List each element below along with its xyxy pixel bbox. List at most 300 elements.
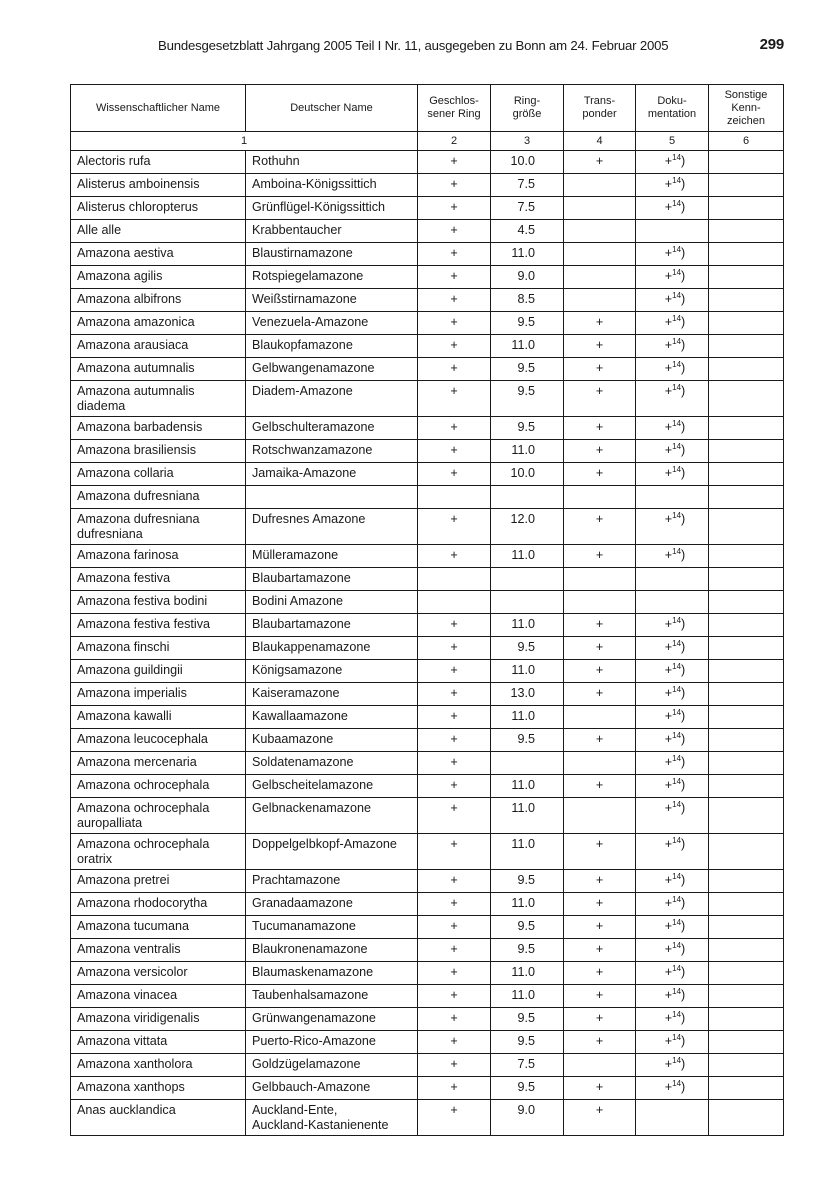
ring-size-cell: 10.0 bbox=[491, 151, 564, 174]
closed-ring-cell: + bbox=[418, 939, 491, 962]
other-marks-cell bbox=[709, 312, 784, 335]
german-name-cell: Grünflügel-Königssittich bbox=[246, 197, 418, 220]
table-row bbox=[71, 916, 784, 939]
ring-size-cell: 11.0 bbox=[491, 335, 564, 358]
ring-size-cell: 11.0 bbox=[491, 243, 564, 266]
closed-ring-cell: + bbox=[418, 916, 491, 939]
ring-size-cell bbox=[491, 486, 564, 509]
col-header-documentation: Doku- mentation bbox=[636, 85, 709, 132]
table-row bbox=[71, 358, 784, 381]
column-number: 1 bbox=[71, 132, 418, 151]
transponder-cell: + bbox=[564, 916, 636, 939]
transponder-cell bbox=[564, 568, 636, 591]
german-name-cell: Blaukronenamazone bbox=[246, 939, 418, 962]
footnote-ref: 14 bbox=[672, 267, 682, 277]
scientific-name-cell: Amazona autumnalis bbox=[71, 358, 246, 381]
ring-size-cell: 11.0 bbox=[491, 706, 564, 729]
scientific-name-cell: Amazona ventralis bbox=[71, 939, 246, 962]
footnote-ref: 14 bbox=[672, 418, 682, 428]
transponder-cell: + bbox=[564, 939, 636, 962]
documentation-cell: +$^{14}$) bbox=[636, 893, 709, 916]
scientific-name-cell: Amazona festiva bodini bbox=[71, 591, 246, 614]
scientific-name-cell: Amazona finschi bbox=[71, 637, 246, 660]
footnote-ref: 14 bbox=[672, 244, 682, 254]
footnote-ref: 14 bbox=[672, 730, 682, 740]
german-name-cell: Blaustirnamazone bbox=[246, 243, 418, 266]
other-marks-cell bbox=[709, 591, 784, 614]
table-row bbox=[71, 312, 784, 335]
table-row bbox=[71, 266, 784, 289]
closed-ring-cell: + bbox=[418, 1008, 491, 1031]
german-name-cell: Dufresnes Amazone bbox=[246, 509, 418, 545]
table-row bbox=[71, 417, 784, 440]
scientific-name-cell: Amazona pretrei bbox=[71, 870, 246, 893]
documentation-cell: +$^{14}$) bbox=[636, 440, 709, 463]
closed-ring-cell: + bbox=[418, 893, 491, 916]
other-marks-cell bbox=[709, 1077, 784, 1100]
footnote-ref: 14 bbox=[672, 313, 682, 323]
footnote-ref: 14 bbox=[672, 638, 682, 648]
col-header-other-marks: Sonstige Kenn- zeichen bbox=[709, 85, 784, 132]
closed-ring-cell: + bbox=[418, 335, 491, 358]
other-marks-cell bbox=[709, 417, 784, 440]
transponder-cell: + bbox=[564, 312, 636, 335]
documentation-cell: +$^{14}$) bbox=[636, 637, 709, 660]
footnote-ref: 14 bbox=[672, 917, 682, 927]
ring-size-cell: 9.0 bbox=[491, 1100, 564, 1136]
closed-ring-cell: + bbox=[418, 509, 491, 545]
footnote-ref: 14 bbox=[672, 546, 682, 556]
table-row bbox=[71, 1054, 784, 1077]
footnote-ref: 14 bbox=[672, 835, 682, 845]
scientific-name-cell: Amazona leucocephala bbox=[71, 729, 246, 752]
german-name-cell: Kawallaamazone bbox=[246, 706, 418, 729]
species-table bbox=[70, 84, 784, 1136]
ring-size-cell: 9.5 bbox=[491, 1008, 564, 1031]
german-name-cell: Blaukappenamazone bbox=[246, 637, 418, 660]
ring-size-cell: 9.5 bbox=[491, 939, 564, 962]
german-name-cell: Gelbwangenamazone bbox=[246, 358, 418, 381]
german-name-cell: Auckland-Ente, Auckland-Kastanienente bbox=[246, 1100, 418, 1136]
documentation-cell: +$^{14}$) bbox=[636, 985, 709, 1008]
footnote-ref: 14 bbox=[672, 510, 682, 520]
scientific-name-cell: Amazona dufresniana dufresniana bbox=[71, 509, 246, 545]
transponder-cell: + bbox=[564, 1100, 636, 1136]
german-name-cell: Granadaamazone bbox=[246, 893, 418, 916]
transponder-cell: + bbox=[564, 463, 636, 486]
footnote-ref: 14 bbox=[672, 290, 682, 300]
transponder-cell: + bbox=[564, 1077, 636, 1100]
header-row bbox=[71, 85, 784, 132]
transponder-cell: + bbox=[564, 834, 636, 870]
transponder-cell: + bbox=[564, 417, 636, 440]
closed-ring-cell: + bbox=[418, 798, 491, 834]
transponder-cell: + bbox=[564, 660, 636, 683]
german-name-cell: Gelbschulteramazone bbox=[246, 417, 418, 440]
scientific-name-cell: Alisterus chloropterus bbox=[71, 197, 246, 220]
footnote-ref: 14 bbox=[672, 336, 682, 346]
table-row bbox=[71, 798, 784, 834]
scientific-name-cell: Amazona xantholora bbox=[71, 1054, 246, 1077]
documentation-cell: +$^{14}$) bbox=[636, 1008, 709, 1031]
documentation-cell: +$^{14}$) bbox=[636, 312, 709, 335]
german-name-cell: Blaumaskenamazone bbox=[246, 962, 418, 985]
scientific-name-cell: Alle alle bbox=[71, 220, 246, 243]
table-row bbox=[71, 440, 784, 463]
german-name-cell: Taubenhalsamazone bbox=[246, 985, 418, 1008]
ring-size-cell: 9.5 bbox=[491, 637, 564, 660]
ring-size-cell: 11.0 bbox=[491, 985, 564, 1008]
footnote-ref: 14 bbox=[672, 753, 682, 763]
footnote-ref: 14 bbox=[672, 963, 682, 973]
other-marks-cell bbox=[709, 752, 784, 775]
table-row bbox=[71, 151, 784, 174]
closed-ring-cell: + bbox=[418, 729, 491, 752]
ring-size-cell: 7.5 bbox=[491, 197, 564, 220]
german-name-cell: Gelbbauch-Amazone bbox=[246, 1077, 418, 1100]
documentation-cell: +$^{14}$) bbox=[636, 289, 709, 312]
scientific-name-cell: Amazona barbadensis bbox=[71, 417, 246, 440]
transponder-cell: + bbox=[564, 870, 636, 893]
ring-size-cell: 10.0 bbox=[491, 463, 564, 486]
ring-size-cell: 11.0 bbox=[491, 962, 564, 985]
footnote-ref: 14 bbox=[672, 175, 682, 185]
closed-ring-cell: + bbox=[418, 440, 491, 463]
closed-ring-cell: + bbox=[418, 545, 491, 568]
scientific-name-cell: Alectoris rufa bbox=[71, 151, 246, 174]
other-marks-cell bbox=[709, 151, 784, 174]
documentation-cell: +$^{14}$) bbox=[636, 939, 709, 962]
german-name-cell: Gelbnackenamazone bbox=[246, 798, 418, 834]
transponder-cell: + bbox=[564, 683, 636, 706]
german-name-cell: Prachtamazone bbox=[246, 870, 418, 893]
column-number: 2 bbox=[418, 132, 491, 151]
ring-size-cell: 4.5 bbox=[491, 220, 564, 243]
scientific-name-cell: Anas aucklandica bbox=[71, 1100, 246, 1136]
other-marks-cell bbox=[709, 729, 784, 752]
footnote-ref: 14 bbox=[672, 940, 682, 950]
table-row bbox=[71, 335, 784, 358]
transponder-cell: + bbox=[564, 335, 636, 358]
documentation-cell bbox=[636, 1100, 709, 1136]
ring-size-cell: 11.0 bbox=[491, 834, 564, 870]
column-number: 5 bbox=[636, 132, 709, 151]
other-marks-cell bbox=[709, 335, 784, 358]
table-row bbox=[71, 683, 784, 706]
documentation-cell: +$^{14}$) bbox=[636, 775, 709, 798]
other-marks-cell bbox=[709, 220, 784, 243]
table-row bbox=[71, 870, 784, 893]
other-marks-cell bbox=[709, 568, 784, 591]
scientific-name-cell: Amazona viridigenalis bbox=[71, 1008, 246, 1031]
table-row bbox=[71, 752, 784, 775]
ring-size-cell: 9.5 bbox=[491, 916, 564, 939]
transponder-cell: + bbox=[564, 962, 636, 985]
column-number: 3 bbox=[491, 132, 564, 151]
other-marks-cell bbox=[709, 1054, 784, 1077]
german-name-cell: Soldatenamazone bbox=[246, 752, 418, 775]
transponder-cell: + bbox=[564, 893, 636, 916]
documentation-cell: +$^{14}$) bbox=[636, 1077, 709, 1100]
other-marks-cell bbox=[709, 683, 784, 706]
footnote-ref: 14 bbox=[672, 359, 682, 369]
scientific-name-cell: Amazona xanthops bbox=[71, 1077, 246, 1100]
table-row bbox=[71, 1008, 784, 1031]
column-number: 4 bbox=[564, 132, 636, 151]
transponder-cell: + bbox=[564, 545, 636, 568]
table-row bbox=[71, 834, 784, 870]
transponder-cell: + bbox=[564, 1008, 636, 1031]
closed-ring-cell: + bbox=[418, 962, 491, 985]
closed-ring-cell: + bbox=[418, 637, 491, 660]
documentation-cell bbox=[636, 591, 709, 614]
scientific-name-cell: Amazona farinosa bbox=[71, 545, 246, 568]
other-marks-cell bbox=[709, 962, 784, 985]
german-name-cell: Rothuhn bbox=[246, 151, 418, 174]
documentation-cell bbox=[636, 568, 709, 591]
table-row bbox=[71, 962, 784, 985]
german-name-cell: Königsamazone bbox=[246, 660, 418, 683]
col-header-transponder: Trans- ponder bbox=[564, 85, 636, 132]
scientific-name-cell: Amazona ochrocephala auropalliata bbox=[71, 798, 246, 834]
closed-ring-cell: + bbox=[418, 834, 491, 870]
scientific-name-cell: Amazona kawalli bbox=[71, 706, 246, 729]
table-row bbox=[71, 220, 784, 243]
scientific-name-cell: Amazona arausiaca bbox=[71, 335, 246, 358]
scientific-name-cell: Amazona guildingii bbox=[71, 660, 246, 683]
ring-size-cell: 9.5 bbox=[491, 1031, 564, 1054]
other-marks-cell bbox=[709, 893, 784, 916]
page-number: 299 bbox=[759, 36, 784, 53]
german-name-cell: Kaiseramazone bbox=[246, 683, 418, 706]
ring-size-cell: 11.0 bbox=[491, 798, 564, 834]
other-marks-cell bbox=[709, 545, 784, 568]
german-name-cell: Tucumanamazone bbox=[246, 916, 418, 939]
scientific-name-cell: Amazona ochrocephala bbox=[71, 775, 246, 798]
german-name-cell: Puerto-Rico-Amazone bbox=[246, 1031, 418, 1054]
closed-ring-cell: + bbox=[418, 243, 491, 266]
other-marks-cell bbox=[709, 509, 784, 545]
footnote-ref: 14 bbox=[672, 684, 682, 694]
table-row bbox=[71, 486, 784, 509]
ring-size-cell: 9.5 bbox=[491, 312, 564, 335]
german-name-cell: Krabbentaucher bbox=[246, 220, 418, 243]
german-name-cell: Goldzügelamazone bbox=[246, 1054, 418, 1077]
documentation-cell: +$^{14}$) bbox=[636, 197, 709, 220]
footnote-ref: 14 bbox=[672, 894, 682, 904]
german-name-cell: Bodini Amazone bbox=[246, 591, 418, 614]
documentation-cell: +$^{14}$) bbox=[636, 962, 709, 985]
table-row bbox=[71, 893, 784, 916]
closed-ring-cell: + bbox=[418, 1077, 491, 1100]
scientific-name-cell: Amazona tucumana bbox=[71, 916, 246, 939]
other-marks-cell bbox=[709, 614, 784, 637]
table-row bbox=[71, 289, 784, 312]
transponder-cell bbox=[564, 1054, 636, 1077]
closed-ring-cell: + bbox=[418, 220, 491, 243]
scientific-name-cell: Amazona vittata bbox=[71, 1031, 246, 1054]
documentation-cell: +$^{14}$) bbox=[636, 916, 709, 939]
transponder-cell bbox=[564, 243, 636, 266]
documentation-cell: +$^{14}$) bbox=[636, 335, 709, 358]
closed-ring-cell bbox=[418, 591, 491, 614]
closed-ring-cell: + bbox=[418, 266, 491, 289]
footnote-ref: 14 bbox=[672, 776, 682, 786]
scientific-name-cell: Amazona autumnalis diadema bbox=[71, 381, 246, 417]
table-row bbox=[71, 775, 784, 798]
closed-ring-cell: + bbox=[418, 197, 491, 220]
table-row bbox=[71, 729, 784, 752]
ring-size-cell: 13.0 bbox=[491, 683, 564, 706]
transponder-cell: + bbox=[564, 440, 636, 463]
documentation-cell: +$^{14}$) bbox=[636, 870, 709, 893]
table-row bbox=[71, 660, 784, 683]
ring-size-cell bbox=[491, 752, 564, 775]
footnote-ref: 14 bbox=[672, 441, 682, 451]
ring-size-cell bbox=[491, 568, 564, 591]
scientific-name-cell: Amazona versicolor bbox=[71, 962, 246, 985]
footnote-ref: 14 bbox=[672, 152, 682, 162]
documentation-cell: +$^{14}$) bbox=[636, 358, 709, 381]
other-marks-cell bbox=[709, 637, 784, 660]
footnote-ref: 14 bbox=[672, 382, 682, 392]
scientific-name-cell: Alisterus amboinensis bbox=[71, 174, 246, 197]
closed-ring-cell: + bbox=[418, 775, 491, 798]
scientific-name-cell: Amazona amazonica bbox=[71, 312, 246, 335]
other-marks-cell bbox=[709, 798, 784, 834]
transponder-cell bbox=[564, 798, 636, 834]
ring-size-cell: 9.5 bbox=[491, 381, 564, 417]
ring-size-cell: 9.5 bbox=[491, 870, 564, 893]
ring-size-cell: 12.0 bbox=[491, 509, 564, 545]
other-marks-cell bbox=[709, 870, 784, 893]
other-marks-cell bbox=[709, 243, 784, 266]
german-name-cell bbox=[246, 486, 418, 509]
documentation-cell: +$^{14}$) bbox=[636, 706, 709, 729]
table-row bbox=[71, 243, 784, 266]
other-marks-cell bbox=[709, 916, 784, 939]
other-marks-cell bbox=[709, 1008, 784, 1031]
other-marks-cell bbox=[709, 985, 784, 1008]
footnote-ref: 14 bbox=[672, 661, 682, 671]
german-name-cell: Weißstirnamazone bbox=[246, 289, 418, 312]
scientific-name-cell: Amazona collaria bbox=[71, 463, 246, 486]
footnote-ref: 14 bbox=[672, 1078, 682, 1088]
transponder-cell bbox=[564, 197, 636, 220]
documentation-cell: +$^{14}$) bbox=[636, 798, 709, 834]
other-marks-cell bbox=[709, 834, 784, 870]
transponder-cell: + bbox=[564, 775, 636, 798]
transponder-cell: + bbox=[564, 729, 636, 752]
closed-ring-cell: + bbox=[418, 985, 491, 1008]
table-row bbox=[71, 637, 784, 660]
transponder-cell bbox=[564, 266, 636, 289]
table-row bbox=[71, 985, 784, 1008]
transponder-cell bbox=[564, 174, 636, 197]
closed-ring-cell: + bbox=[418, 1031, 491, 1054]
other-marks-cell bbox=[709, 486, 784, 509]
documentation-cell: +$^{14}$) bbox=[636, 463, 709, 486]
other-marks-cell bbox=[709, 1100, 784, 1136]
documentation-cell bbox=[636, 486, 709, 509]
scientific-name-cell: Amazona rhodocorytha bbox=[71, 893, 246, 916]
german-name-cell: Rotschwanzamazone bbox=[246, 440, 418, 463]
table-row bbox=[71, 463, 784, 486]
ring-size-cell: 9.0 bbox=[491, 266, 564, 289]
other-marks-cell bbox=[709, 440, 784, 463]
german-name-cell: Blaukopfamazone bbox=[246, 335, 418, 358]
closed-ring-cell: + bbox=[418, 752, 491, 775]
ring-size-cell: 9.5 bbox=[491, 1077, 564, 1100]
other-marks-cell bbox=[709, 1031, 784, 1054]
documentation-cell: +$^{14}$) bbox=[636, 417, 709, 440]
table-row bbox=[71, 545, 784, 568]
transponder-cell bbox=[564, 706, 636, 729]
german-name-cell: Diadem-Amazone bbox=[246, 381, 418, 417]
footnote-ref: 14 bbox=[672, 871, 682, 881]
footnote-ref: 14 bbox=[672, 1009, 682, 1019]
table-row bbox=[71, 591, 784, 614]
scientific-name-cell: Amazona albifrons bbox=[71, 289, 246, 312]
table-row bbox=[71, 509, 784, 545]
closed-ring-cell: + bbox=[418, 358, 491, 381]
closed-ring-cell: + bbox=[418, 312, 491, 335]
ring-size-cell: 11.0 bbox=[491, 660, 564, 683]
ring-size-cell: 9.5 bbox=[491, 417, 564, 440]
german-name-cell: Doppelgelbkopf-Amazone bbox=[246, 834, 418, 870]
documentation-cell: +$^{14}$) bbox=[636, 151, 709, 174]
documentation-cell: +$^{14}$) bbox=[636, 834, 709, 870]
transponder-cell: + bbox=[564, 509, 636, 545]
column-number-row bbox=[71, 132, 784, 151]
scientific-name-cell: Amazona brasiliensis bbox=[71, 440, 246, 463]
scientific-name-cell: Amazona aestiva bbox=[71, 243, 246, 266]
footnote-ref: 14 bbox=[672, 707, 682, 717]
transponder-cell: + bbox=[564, 151, 636, 174]
ring-size-cell: 9.5 bbox=[491, 729, 564, 752]
footnote-ref: 14 bbox=[672, 799, 682, 809]
transponder-cell bbox=[564, 486, 636, 509]
scientific-name-cell: Amazona ochrocephala oratrix bbox=[71, 834, 246, 870]
other-marks-cell bbox=[709, 174, 784, 197]
other-marks-cell bbox=[709, 266, 784, 289]
running-header bbox=[158, 38, 784, 53]
other-marks-cell bbox=[709, 358, 784, 381]
closed-ring-cell: + bbox=[418, 174, 491, 197]
documentation-cell: +$^{14}$) bbox=[636, 266, 709, 289]
col-header-ring-size: Ring- größe bbox=[491, 85, 564, 132]
footnote-ref: 14 bbox=[672, 464, 682, 474]
documentation-cell: +$^{14}$) bbox=[636, 752, 709, 775]
german-name-cell: Jamaika-Amazone bbox=[246, 463, 418, 486]
table-row bbox=[71, 1100, 784, 1136]
table-row bbox=[71, 939, 784, 962]
other-marks-cell bbox=[709, 775, 784, 798]
german-name-cell: Blaubartamazone bbox=[246, 568, 418, 591]
transponder-cell: + bbox=[564, 637, 636, 660]
transponder-cell: + bbox=[564, 1031, 636, 1054]
other-marks-cell bbox=[709, 660, 784, 683]
documentation-cell: +$^{14}$) bbox=[636, 660, 709, 683]
transponder-cell: + bbox=[564, 614, 636, 637]
scientific-name-cell: Amazona festiva festiva bbox=[71, 614, 246, 637]
other-marks-cell bbox=[709, 463, 784, 486]
documentation-cell: +$^{14}$) bbox=[636, 1031, 709, 1054]
running-title: Bundesgesetzblatt Jahrgang 2005 Teil I Nr. 11, ausgegeben zu Bonn am 24. Februar 2005 bbox=[158, 38, 669, 53]
table-row bbox=[71, 614, 784, 637]
ring-size-cell: 11.0 bbox=[491, 614, 564, 637]
german-name-cell: Kubaamazone bbox=[246, 729, 418, 752]
